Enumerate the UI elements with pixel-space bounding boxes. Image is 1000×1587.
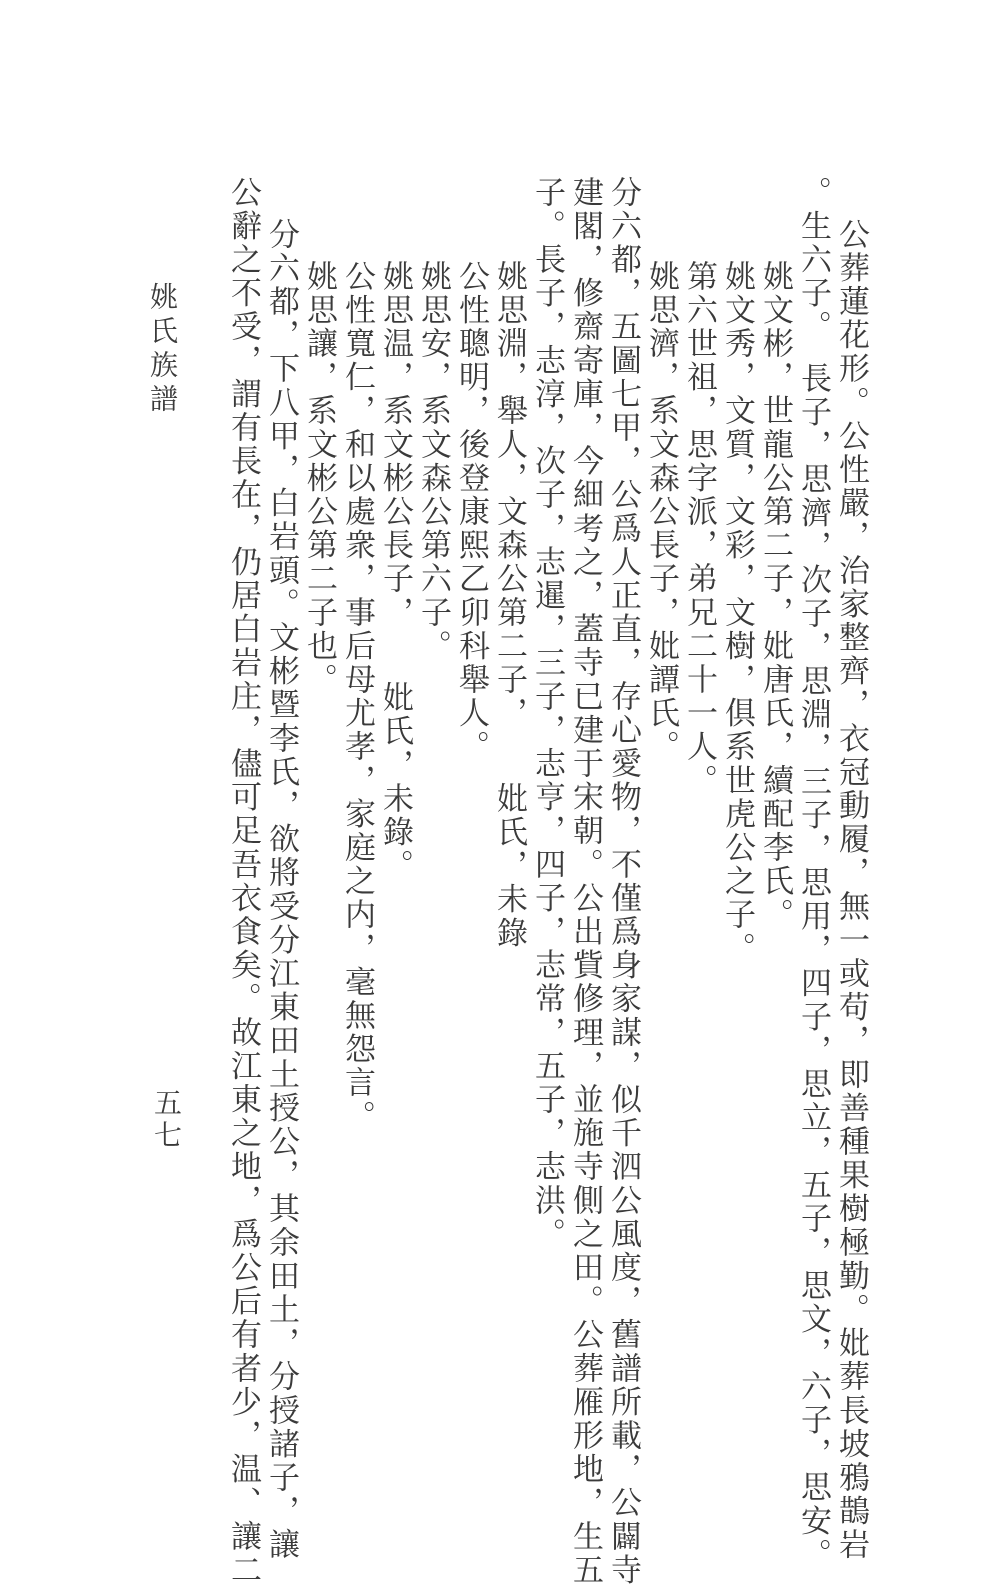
- text-column: 姚思讓，系文彬公第二子也。: [301, 260, 337, 697]
- book-title: 姚氏族譜: [146, 282, 179, 418]
- text-column: 分六都，下八甲，白岩頭。文彬暨李氏，欲將受分江東田土授公，其余田土，分授諸子，讓: [263, 218, 299, 1562]
- text-column: 公性聰明，後登康熙乙卯科舉人。: [453, 260, 489, 764]
- text-column: 姚思濟，系文森公長子，妣譚氏。: [643, 260, 679, 764]
- text-column: 分六都，五圖七甲，公爲人正直，存心愛物，不僅爲身家謀，似千泗公風度，舊譜所載，公闢寺: [605, 176, 641, 1587]
- text-column: 姚思淵，舉人，文森公第二子， 妣氏，未錄: [491, 260, 527, 951]
- text-column: 姚文彬，世龍公第二子，妣唐氏，續配李氏。: [757, 260, 793, 932]
- text-column: 公性寬仁，和以處衆，事后母尤孝，家庭之内，毫無怨言。: [339, 260, 375, 1134]
- text-column: 建閣，修齋寄庫，今細考之，蓋寺已建于宋朝。公出貲修理，並施寺側之田。公葬雁形地，生五: [567, 176, 603, 1587]
- text-column: 子。長子，志淳，次子，志暹，三子，志亨，四子，志常，五子，志洪。: [529, 176, 565, 1252]
- text-column: 公葬蓮花形。公性嚴，治家整齊，衣冠動履，無一或苟，即善種果樹極勤。妣葬長坡鴉鵲岩: [833, 218, 869, 1562]
- text-column: 姚思温，系文彬公長子， 妣氏，未錄。: [377, 260, 413, 883]
- text-column: 姚思安，系文森公第六子。: [415, 260, 451, 664]
- page-number: 五七: [150, 1088, 183, 1152]
- text-column: 第六世祖，思字派，弟兄二十一人。: [681, 260, 717, 798]
- text-column: 姚文秀，文質，文彩，文樹，俱系世虎公之子。: [719, 260, 755, 966]
- text-column: 。生六子。 長子，思濟，次子，思淵，三子，思用，四子，思立，五子，思文，六子，思安。: [795, 176, 831, 1572]
- text-column: 公辭之不受，謂有長在，仍居白岩庄，儘可足吾衣食矣。故江東之地，爲公后有者少，温、讓二: [225, 176, 261, 1587]
